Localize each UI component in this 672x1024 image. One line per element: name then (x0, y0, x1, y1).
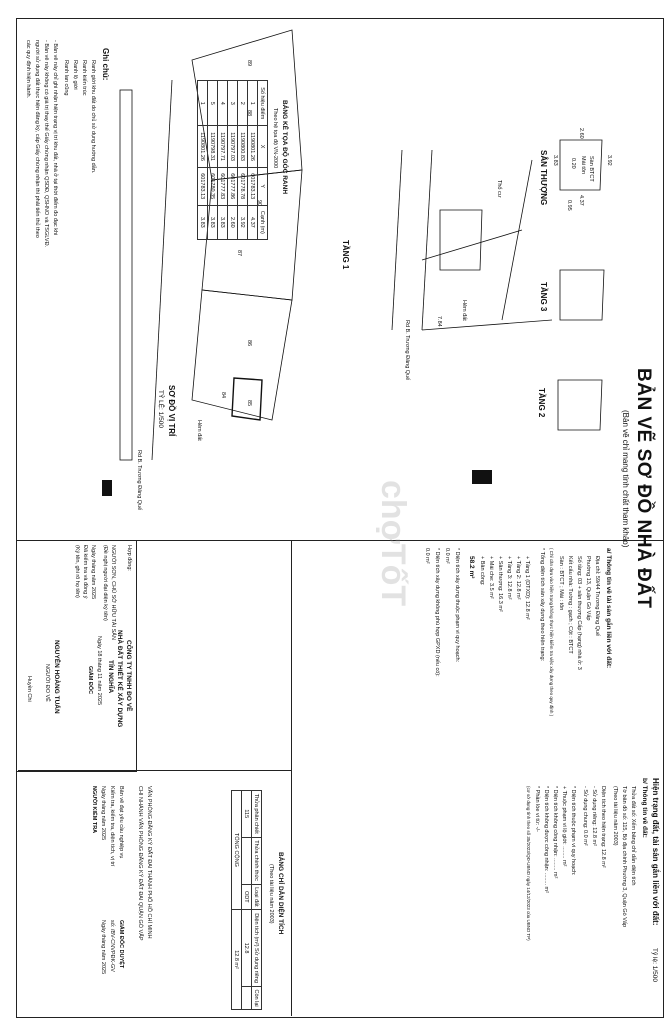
info-a-line: ( Chỉ căn dựa vào hiện trạng không thực hiện kiểm tra việc xây dựng theo quy định ) (549, 548, 554, 717)
parcel-85: 85 (246, 400, 252, 407)
company-date: Ngày 18 tháng 11 năm 2025 (96, 636, 102, 706)
info-a-line: 0.0 m² (444, 548, 450, 564)
dim-inner: 0.20 (570, 158, 576, 169)
company-left-line: NGƯỜI SƠN, CHỦ SỞ HỮU TÀI SẢN (110, 545, 116, 640)
parcel-88: 88 (246, 110, 252, 117)
table-row: 5 1190798.31 601780.35 3.83 (208, 81, 218, 240)
company-name-2: NHÀ ĐẤT THIẾT KẾ XÂY DỰNG (116, 630, 123, 728)
area-col-official: Thửa chính thức (252, 837, 262, 884)
coord-table-subtitle: Theo hệ tọa độ VN-2000 (272, 108, 278, 169)
plan-lot-line (422, 230, 522, 260)
location-road: Rd B. Trương Đăng Quế (136, 450, 142, 511)
area-col-sub: Thửa phân chiết (252, 791, 262, 838)
note-item-6: - Bản vẽ này không có giá trị thay thế Giấy chứng nhận QSDĐ, QSHNO và TSGLVĐ. (43, 40, 49, 248)
label-tho-cu: Thổ cư (496, 180, 502, 198)
coord-col-x: X (258, 126, 268, 167)
approval-line-1: VĂN PHÒNG ĐĂNG KÝ ĐẤT ĐAI THÀNH PHỐ HỒ CHÍ MINH (146, 786, 152, 939)
approval-left-line: Ngày tháng năm 2025 (100, 786, 106, 841)
dim-right: 4.37 (578, 195, 584, 206)
page-subtitle: (Bản vẽ chỉ mang tính chất tham khảo) (621, 410, 630, 548)
area-col-private: Diện tích (m²) Sử dụng riêng (252, 910, 262, 987)
info-b-line: - Sử dụng riêng: 12.8 m² (591, 786, 597, 846)
label-mai-ton: Mái tôn (580, 156, 586, 175)
location-hem: Hẻm đất (196, 420, 202, 441)
plan-tang2-outline (558, 380, 602, 430)
parcel-86: 86 (246, 340, 252, 347)
area-table-title: BẢNG CHỈ DẪN DIỆN TÍCH (277, 852, 284, 935)
approval-right-line: số: /BV-CNVPĐK-GV (109, 920, 115, 972)
plan-road-edge-2 (392, 150, 402, 330)
note-item-8: các quy định hiện hành. (25, 40, 31, 99)
parcel-89: 89 (246, 60, 252, 67)
company-name-3: TÍN NGHĨA (107, 660, 114, 694)
info-a-line: Kết cấu nhà: Tường : gạch ; Cột : BTCT (567, 556, 573, 654)
info-b-sub: b/ Thông tin về đất: (641, 778, 648, 838)
label-road-width: 7.84 (436, 316, 442, 327)
location-scale: TỶ LỆ: 1/500 (157, 390, 164, 428)
info-a-line: + Tầng 1 (DTXD): 12.8 m² (524, 556, 530, 620)
checker-name: Huyền Chi (26, 676, 32, 702)
contract-label: Hợp đồng: (126, 545, 132, 571)
center-divider (18, 770, 292, 771)
info-a-total: 58.2 m² (468, 556, 475, 579)
table-row: 2 1190800.83 601778.78 3.92 (238, 81, 248, 240)
info-b-line: * Diện tích thuộc phạm vi quy hoạch: (570, 786, 576, 876)
dim-bottom: 3.83 (552, 155, 558, 166)
coord-table-title: BẢNG KÊ TỌA ĐỘ GÓC RANH (281, 100, 288, 195)
info-b-line: * Diện tích không công nhận: ........ m² (552, 786, 558, 879)
label-hem-dat: Hẻm đất (461, 300, 467, 321)
plan-boundary-line (502, 160, 532, 320)
approval-left-line: NGƯỜI KIỂM TRA (91, 786, 97, 834)
label-san-thuong: SÂN THƯỢNG (539, 150, 548, 206)
info-a-line: * Tổng diện tích sàn xây dựng theo hiện trạng: (539, 548, 545, 662)
info-a-line: + Sân thượng: 16.3 m² (497, 556, 503, 612)
location-road-band (120, 90, 132, 460)
info-b-line: (cơ sở dụng tính theo số 35/2023/QĐ-UBND ngày 14/12/2023 của UBND TP) (526, 786, 531, 941)
plan-tang1-outline (440, 210, 482, 270)
dim-top: 3.92 (606, 155, 612, 166)
company-left-line: (Ký tên, ghi rõ họ tên) (74, 545, 80, 598)
approval-right-line: GIÁM ĐỐC DUYỆT (118, 920, 124, 969)
info-b-line: (Theo tài liệu năm 2003) (612, 786, 618, 846)
label-road: Rd B. Trương Đăng Quế (404, 320, 410, 381)
area-col-remaining: Còn lại (252, 987, 262, 1010)
table-row: 1 1190801.26 601783.13 3.83 (198, 81, 208, 240)
info-a-line: * Diện tích xây dựng không phù hợp GPXD (nếu có): (434, 548, 440, 677)
area-table-subtitle: (Theo tài liệu năm 2003) (268, 864, 274, 924)
watermark-logo: chợTốT (374, 480, 412, 607)
coord-col-point: Số hiệu điểm (258, 81, 268, 126)
scale-label: Tỷ lệ: 1/500 (651, 948, 658, 982)
surveyor-role: NGƯỜI ĐO VẼ (44, 664, 50, 702)
table-row: 3 1190797.03 601777.86 2.60 (228, 81, 238, 240)
plan-road-edge-1 (422, 150, 432, 330)
info-a-line: + Tầng 3: 12.8 m² (506, 556, 512, 600)
label-tang1: TẦNG 1 (341, 240, 350, 270)
plan-tang3-outline (560, 270, 604, 320)
info-a-line: Phường 13, Quận Gò Vấp (585, 556, 591, 621)
table-row: 1 1190801.26 601783.13 4.37 (248, 81, 258, 240)
info-b-line: Tờ bản đồ số: 115, Bộ địa chính Phường 3, Quận Gò Vấp (621, 786, 627, 928)
info-a-line: + Bản công: (479, 556, 485, 586)
table-row: 115 ODT 12.8 (242, 791, 252, 1010)
info-a-heading: a/ Thông tin về tài sản gắn liền với đất: (605, 548, 612, 669)
parcel-84: 84 (220, 392, 226, 399)
dim-left: 2.60 (578, 128, 584, 139)
info-b-line: + Thuộc phạm vi lộ giới: ........ m² (561, 786, 567, 867)
info-a-line: 0.0 m² (424, 548, 430, 564)
location-north-mark (102, 480, 112, 496)
info-a-line: Số tầng: 03 + sân thượng Cấp (hạng) nhà ở: 3 (576, 556, 582, 670)
parcel-87: 87 (236, 250, 242, 257)
note-item-3: Ranh lộ giới (72, 60, 78, 90)
label-san-btct: Sàn BTCT (588, 156, 594, 182)
area-table (231, 790, 262, 1010)
parcel-90: 90 (256, 200, 262, 207)
info-b-line: - Sử dụng chung: 0.0 m² (582, 786, 588, 846)
coord-table (197, 80, 268, 240)
info-a-line: Địa chỉ: 59/44 Trương Đăng Quế (594, 556, 600, 637)
info-b-line: Thửa đất số: Xếm bảng chỉ dẫn diện tích (630, 786, 636, 886)
area-col-type: Loại đất (252, 884, 262, 909)
note-item-7: người sử dụng đất thực hiện đăng ký, cấp Giấy chứng nhận thì phải tiến thủ theo (34, 40, 40, 238)
company-director: GIÁM ĐỐC (87, 666, 93, 695)
north-arrow-mark (472, 470, 492, 484)
dim-corner: 0.95 (566, 200, 572, 211)
info-b-line: * Phần lòe vi từ: -/- (534, 786, 540, 832)
notes-heading: Ghi chú: (101, 48, 110, 81)
surveyor-name: NGUYỄN HOÀNG TUẤN (53, 640, 60, 714)
table-row: 4 1190797.71 601777.83 3.83 (218, 81, 228, 240)
company-left-line: Ngày tháng năm 2025 (90, 545, 96, 600)
coord-col-edge: Cạnh (m) (258, 205, 268, 239)
info-a-line: Sàn : BTCT ; Mái : tôn (558, 556, 564, 611)
location-title: SƠ ĐỒ VỊ TRÍ (167, 385, 176, 437)
label-tang3: TẦNG 3 (539, 282, 548, 312)
note-item-1: Ranh giới khu đất do chủ sử dụng hướng dẫn. (90, 60, 96, 174)
page-title: BẢN VẼ SƠ ĐỒ NHÀ ĐẤT (633, 368, 654, 609)
info-a-line: + Mái che: 3.5 m² (488, 556, 494, 599)
coord-col-y: Y (258, 167, 268, 205)
company-name: CÔNG TY TNHH ĐO VẼ (125, 640, 132, 712)
company-left-line: (Đề nghị người đại diện ký tên) (102, 545, 108, 621)
info-split-line (291, 540, 292, 1016)
company-left-line: Đã kiểm tra và đồng ý (82, 545, 88, 599)
approval-left-line: Kiểm tra, kiểm tra, diện tích, vị trí (109, 786, 115, 867)
label-tang2: TẦNG 2 (537, 388, 546, 418)
note-item-2: Ranh kiến trúc (81, 60, 87, 96)
info-b-line: Diện tích theo hiện trạng: 12.8 m² (600, 786, 606, 868)
info-b-heading: Hiện trạng đất, tài sản gắn liền với đất: (651, 778, 660, 926)
info-a-line: * Diện tích xây dựng thuộc phạm vi quy hoạch: (454, 548, 460, 663)
approval-right-line: Ngày tháng năm 2025 (100, 920, 106, 975)
location-block-3 (192, 290, 292, 420)
approval-left-line: Bản vẽ đạt yêu cầu nghiệp vụ (118, 786, 124, 859)
note-item-5: - Bản vẽ này chỉ ghi nhận hiện trạng vị trí khu đất, nhà ở tại thời điểm đo đạc khi (52, 40, 58, 236)
table-row-total: TỔNG CỘNG 12.8 m² (232, 791, 242, 1010)
info-a-line: + Tầng 2: 12.8 m² (515, 556, 521, 600)
approval-line-2: CHI NHÁNH VĂN PHÒNG ĐĂNG KÝ ĐẤT ĐAI QUẬN GÒ VẤP (137, 786, 143, 941)
note-item-4: Ranh lan cũng (63, 60, 69, 96)
info-b-line: * Diện tích không được công nhận: ........ m² (543, 786, 549, 893)
